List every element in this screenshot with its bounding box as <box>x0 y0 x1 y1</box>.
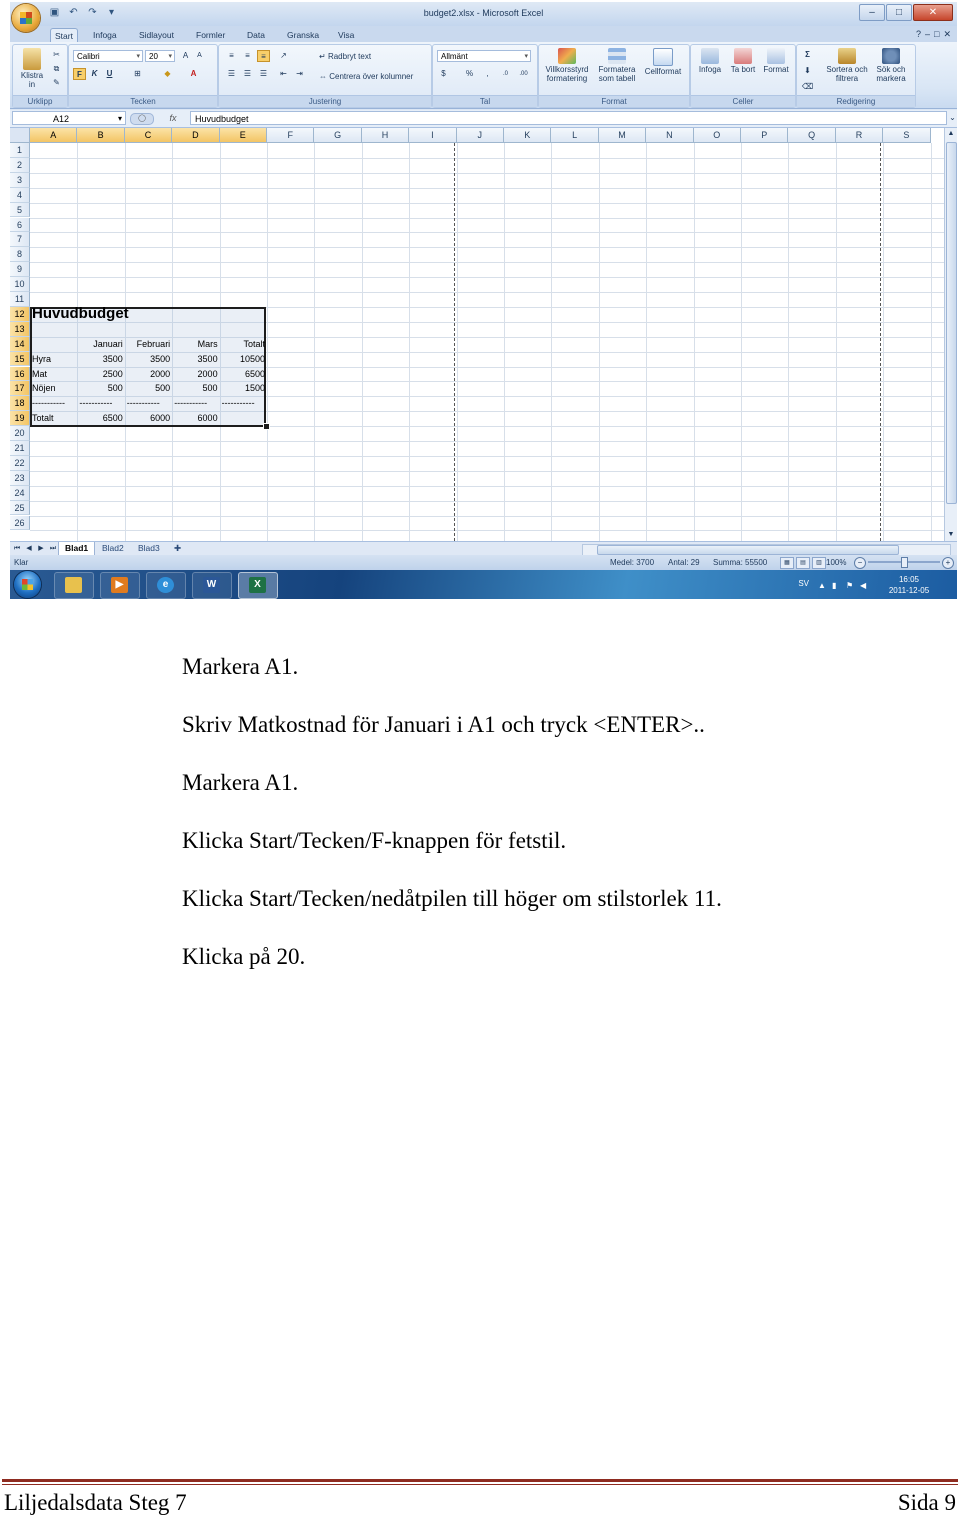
fill-icon[interactable]: ⬇ <box>804 66 811 75</box>
footer-page-number: Sida 9 <box>897 1490 956 1515</box>
cut-icon[interactable]: ✂ <box>53 50 60 59</box>
tab-granska[interactable]: Granska <box>287 30 320 40</box>
group-styles <box>538 44 690 108</box>
gridline-horizontal <box>30 173 945 174</box>
italic-button[interactable]: K <box>91 69 98 78</box>
sort-filter-button[interactable]: Sortera och filtrera <box>825 48 869 83</box>
first-sheet-icon[interactable]: ⏮ <box>13 545 21 552</box>
ribbon-tabs <box>10 26 957 42</box>
zoom-slider[interactable] <box>868 561 940 563</box>
taskbar-internet-explorer[interactable] <box>146 572 186 599</box>
column-header-q[interactable]: Q <box>788 128 835 143</box>
total-cell[interactable]: 6000 <box>150 413 171 424</box>
column-header-d[interactable]: D <box>172 128 219 143</box>
font-size-combo[interactable]: 20 ▾ <box>145 50 175 62</box>
row-header-24[interactable]: 24 <box>10 486 30 501</box>
row-header-14[interactable]: 14 <box>10 337 30 352</box>
row-header-17[interactable]: 17 <box>10 381 30 396</box>
tab-infoga[interactable]: Infoga <box>93 30 117 40</box>
gridline-horizontal <box>30 486 945 487</box>
title-bar <box>10 2 957 26</box>
sheet-navigation <box>12 543 58 555</box>
row-header-26[interactable]: 26 <box>10 516 30 531</box>
taskbar-excel[interactable] <box>238 572 278 599</box>
sheet-tab-blad2[interactable]: Blad2 <box>102 543 124 553</box>
delete-cells-icon <box>734 48 752 64</box>
format-cells-icon <box>767 48 785 64</box>
gridline-horizontal <box>30 471 945 472</box>
windows-taskbar <box>10 570 957 599</box>
instruction-step-2: Skriv Matkostnad för Januari i A1 och tryck <ENTER>.. <box>182 712 705 737</box>
separator-cell[interactable]: ----------- <box>126 398 160 409</box>
paste-button[interactable]: Klistra in <box>17 48 47 89</box>
format-painter-icon[interactable]: ✎ <box>53 78 60 87</box>
instruction-step-3: Markera A1. <box>182 770 299 795</box>
value-cell[interactable]: 6500 <box>244 368 265 379</box>
merge-icon: ⇔ <box>319 72 330 81</box>
row-header-18[interactable]: 18 <box>10 396 30 411</box>
bold-button[interactable]: F <box>73 68 86 80</box>
gridline-horizontal <box>30 501 945 502</box>
value-cell[interactable]: 3500 <box>197 353 218 364</box>
excel-screenshot <box>10 2 957 599</box>
separator-cell[interactable]: ----------- <box>32 398 65 409</box>
last-sheet-icon[interactable]: ⏭ <box>49 545 57 552</box>
thousands-icon[interactable]: , <box>486 69 489 78</box>
value-cell[interactable]: 500 <box>155 383 171 394</box>
row-header-16[interactable]: 16 <box>10 367 30 382</box>
formula-cancel-icon[interactable]: ◯ <box>130 113 154 125</box>
help-icon[interactable]: ? <box>915 29 921 39</box>
fill-color-icon[interactable]: ◆ <box>164 69 171 78</box>
sort-filter-icon <box>838 48 856 64</box>
row-header-15[interactable]: 15 <box>10 352 30 367</box>
office-button[interactable] <box>12 4 40 32</box>
row-label[interactable]: Mat <box>32 368 48 379</box>
value-cell[interactable]: 2000 <box>197 368 218 379</box>
insert-cells-button[interactable]: Infoga <box>695 48 725 74</box>
borders-icon[interactable]: ⊞ <box>134 69 141 78</box>
group-font <box>68 44 218 108</box>
column-header-j[interactable]: J <box>457 128 504 143</box>
customize-qat-icon[interactable]: ▾ <box>108 7 115 18</box>
ribbon-close-icon[interactable]: ✕ <box>943 29 951 39</box>
column-header-r[interactable]: R <box>836 128 883 143</box>
header-cell[interactable]: Totalt <box>243 338 265 349</box>
row-header-22[interactable]: 22 <box>10 456 30 471</box>
gridline-horizontal <box>30 516 945 517</box>
start-button[interactable] <box>14 571 41 598</box>
insert-function-icon[interactable]: fx <box>169 113 177 123</box>
row-header-21[interactable]: 21 <box>10 441 30 456</box>
row-header-6[interactable]: 6 <box>10 218 30 233</box>
row-header-25[interactable]: 25 <box>10 501 30 516</box>
gridline-horizontal <box>30 218 945 219</box>
word-icon: W <box>203 577 220 593</box>
column-header-l[interactable]: L <box>551 128 598 143</box>
gridline-horizontal <box>30 232 945 233</box>
delete-cells-button[interactable]: Ta bort <box>729 48 757 74</box>
ribbon <box>10 42 957 109</box>
row-label[interactable]: Hyra <box>32 353 52 364</box>
group-label-font: Tecken <box>69 95 217 107</box>
column-header-o[interactable]: O <box>694 128 741 143</box>
number-format-combo[interactable]: Allmänt ▾ <box>437 50 531 62</box>
row-header-23[interactable]: 23 <box>10 471 30 486</box>
worksheet-grid[interactable] <box>10 128 945 541</box>
internet-explorer-icon: e <box>157 577 174 593</box>
cell-styles-icon <box>653 48 673 66</box>
tab-data[interactable]: Data <box>247 30 265 40</box>
group-number <box>432 44 538 108</box>
close-icon[interactable]: ✕ <box>913 4 953 21</box>
budget-title[interactable]: Huvudbudget <box>32 304 129 322</box>
instruction-step-4: Klicka Start/Tecken/F-knappen för fetstil. <box>182 828 567 853</box>
cell-styles-button[interactable]: Cellformat <box>641 48 685 76</box>
separator-cell[interactable]: ----------- <box>174 398 208 409</box>
group-label-clipboard: Urklipp <box>13 95 67 107</box>
zoom-slider-knob[interactable] <box>901 557 908 568</box>
taskbar-explorer[interactable] <box>54 572 94 599</box>
scroll-down-icon[interactable]: ▼ <box>947 531 955 538</box>
horizontal-scroll-thumb[interactable] <box>597 545 899 555</box>
undo-icon[interactable]: ↶ <box>69 7 78 18</box>
media-player-icon: ▶ <box>111 577 128 593</box>
header-cell[interactable]: Februari <box>136 338 171 349</box>
percent-button[interactable]: % <box>465 69 474 78</box>
merge-center-button[interactable]: ⇔ Centrera över kolumner <box>319 72 414 81</box>
column-header-k[interactable]: K <box>504 128 551 143</box>
redo-icon[interactable]: ↷ <box>88 7 97 18</box>
folder-icon <box>65 577 82 593</box>
formula-bar <box>10 110 957 128</box>
column-header-i[interactable]: I <box>409 128 456 143</box>
column-header-h[interactable]: H <box>362 128 409 143</box>
tab-visa[interactable]: Visa <box>338 30 355 40</box>
tray-arrow-icon[interactable]: ▲ <box>818 581 826 590</box>
select-all-corner[interactable] <box>10 128 30 143</box>
page-break-view-icon[interactable]: ▥ <box>812 557 826 569</box>
insert-sheet-icon[interactable]: ✚ <box>174 543 182 553</box>
value-cell[interactable]: 2500 <box>102 368 123 379</box>
clock[interactable] <box>887 574 931 596</box>
row-header-5[interactable]: 5 <box>10 203 30 218</box>
row-header-9[interactable]: 9 <box>10 262 30 277</box>
row-header-13[interactable]: 13 <box>10 322 30 337</box>
column-header-f[interactable]: F <box>267 128 314 143</box>
underline-button[interactable]: U <box>106 69 113 78</box>
excel-icon: X <box>249 577 266 593</box>
group-label-alignment: Justering <box>219 95 431 107</box>
next-sheet-icon[interactable]: ▶ <box>38 545 44 552</box>
row-header-10[interactable]: 10 <box>10 277 30 292</box>
view-buttons <box>780 557 826 569</box>
sheet-tab-blad1[interactable]: Blad1 <box>58 542 95 556</box>
orientation-icon[interactable]: ↗ <box>280 51 287 60</box>
sheet-tab-blad3[interactable]: Blad3 <box>138 543 160 553</box>
flag-icon[interactable]: ⚑ <box>846 581 854 590</box>
page-break-line <box>454 143 455 541</box>
window-controls <box>859 4 953 21</box>
row-header-20[interactable]: 20 <box>10 426 30 441</box>
scroll-up-icon[interactable]: ▲ <box>947 130 955 137</box>
gridline-horizontal <box>30 456 945 457</box>
grow-font-icon[interactable]: A <box>182 51 189 60</box>
ribbon-minimize-icon[interactable]: – <box>925 29 931 39</box>
decrease-indent-icon[interactable]: ⇤ <box>280 69 287 78</box>
insert-cells-icon <box>701 48 719 64</box>
status-sum: Summa: 55500 <box>713 558 768 567</box>
column-header-a[interactable]: A <box>30 128 77 143</box>
name-box[interactable]: A12 ▾ <box>12 111 126 125</box>
row-header-1[interactable]: 1 <box>10 143 30 158</box>
column-header-g[interactable]: G <box>314 128 361 143</box>
gridline-horizontal <box>30 203 945 204</box>
conditional-formatting-button[interactable]: Villkorsstyrd formatering <box>541 48 593 83</box>
formula-input[interactable]: Huvudbudget <box>190 111 947 125</box>
footer-course-title: Liljedalsdata Steg 7 <box>4 1490 187 1515</box>
column-header-p[interactable]: P <box>741 128 788 143</box>
value-cell[interactable]: 10500 <box>239 353 265 364</box>
value-cell[interactable]: 2000 <box>150 368 171 379</box>
total-label[interactable]: Totalt <box>32 413 54 424</box>
column-header-c[interactable]: C <box>125 128 172 143</box>
save-icon[interactable]: ▣ <box>49 7 60 18</box>
maximize-icon[interactable]: □ <box>886 4 912 21</box>
format-as-table-icon <box>608 48 626 64</box>
zoom-in-icon[interactable]: + <box>942 557 954 569</box>
increase-decimal-icon[interactable]: .0 <box>502 71 508 77</box>
find-select-button[interactable]: Sök och markera <box>871 48 911 83</box>
column-header-m[interactable]: M <box>599 128 646 143</box>
align-right-icon[interactable]: ☰ <box>259 69 268 78</box>
tab-formler[interactable]: Formler <box>196 30 226 40</box>
wrap-text-icon: ↵ <box>319 52 328 61</box>
tab-start[interactable]: Start <box>50 28 78 43</box>
row-header-2[interactable]: 2 <box>10 158 30 173</box>
zoom-out-icon[interactable]: − <box>854 557 866 569</box>
instruction-step-6: Klicka på 20. <box>182 944 306 969</box>
row-header-4[interactable]: 4 <box>10 188 30 203</box>
column-header-b[interactable]: B <box>77 128 124 143</box>
row-label[interactable]: Nöjen <box>32 383 56 394</box>
column-header-n[interactable]: N <box>646 128 693 143</box>
align-middle-icon[interactable]: ≡ <box>245 51 250 60</box>
paste-icon <box>23 48 41 70</box>
value-cell[interactable]: 500 <box>107 383 123 394</box>
conditional-formatting-icon <box>558 48 576 64</box>
ribbon-restore-icon[interactable]: □ <box>934 29 940 39</box>
shrink-font-icon[interactable]: A <box>197 52 202 59</box>
total-cell[interactable] <box>222 411 265 426</box>
row-header-19[interactable]: 19 <box>10 411 30 426</box>
minimize-icon[interactable]: – <box>859 4 885 21</box>
align-center-icon[interactable]: ☰ <box>243 69 252 78</box>
clear-icon[interactable]: ⌫ <box>801 82 814 91</box>
row-header-3[interactable]: 3 <box>10 173 30 188</box>
prev-sheet-icon[interactable]: ◀ <box>26 545 32 552</box>
group-cells <box>690 44 796 108</box>
taskbar-media-player[interactable] <box>100 572 140 599</box>
group-editing <box>796 44 916 108</box>
ribbon-right-controls <box>916 29 951 40</box>
instruction-step-1: Markera A1. <box>182 654 299 679</box>
row-header-8[interactable]: 8 <box>10 247 30 262</box>
group-label-editing: Redigering <box>797 95 915 107</box>
gridline-horizontal <box>30 188 945 189</box>
separator-cell[interactable]: ----------- <box>221 398 255 409</box>
column-header-s[interactable]: S <box>883 128 930 143</box>
group-alignment <box>218 44 432 108</box>
gridline-horizontal <box>30 158 945 159</box>
currency-icon[interactable]: $ <box>441 69 446 78</box>
office-logo-icon <box>20 12 32 24</box>
binoculars-icon <box>882 48 900 64</box>
normal-view-icon[interactable]: ▦ <box>780 557 794 569</box>
format-cells-button[interactable]: Format <box>761 48 791 74</box>
footer-rule <box>2 1479 958 1482</box>
clock-date: 2011-12-05 <box>888 586 930 595</box>
row-header-7[interactable]: 7 <box>10 232 30 247</box>
gridline-horizontal <box>30 262 945 263</box>
volume-icon[interactable]: ◀ <box>860 581 867 590</box>
language-indicator[interactable]: SV <box>798 579 809 588</box>
increase-indent-icon[interactable]: ⇥ <box>296 69 303 78</box>
row-header-11[interactable]: 11 <box>10 292 30 307</box>
gridline-horizontal <box>30 530 945 531</box>
font-color-icon[interactable]: A <box>190 69 197 78</box>
format-as-table-button[interactable]: Formatera som tabell <box>595 48 639 83</box>
total-cell[interactable]: 6500 <box>102 413 123 424</box>
status-bar <box>10 555 957 570</box>
taskbar-word[interactable] <box>192 572 232 599</box>
clock-time: 16:05 <box>898 575 920 584</box>
value-cell[interactable]: 3500 <box>150 353 171 364</box>
value-cell[interactable]: 1500 <box>244 383 265 394</box>
row-header-12[interactable]: 12 <box>10 307 30 322</box>
gridline-horizontal <box>30 277 945 278</box>
sheet-tab-bar <box>10 541 957 556</box>
instruction-step-5: Klicka Start/Tecken/nedåtpilen till höger om stilstorlek 11. <box>182 886 722 911</box>
group-label-cells: Celler <box>691 95 795 107</box>
align-top-icon[interactable]: ≡ <box>229 51 234 60</box>
group-clipboard <box>12 44 68 108</box>
gridline-horizontal <box>30 441 945 442</box>
vertical-scrollbar[interactable] <box>944 128 957 541</box>
group-label-number: Tal <box>433 95 537 107</box>
autosum-button[interactable]: Σ <box>805 50 810 59</box>
vertical-scroll-thumb[interactable] <box>946 142 957 504</box>
value-cell[interactable]: 3500 <box>102 353 123 364</box>
total-cell[interactable]: 6000 <box>197 413 218 424</box>
separator-cell[interactable]: ----------- <box>79 398 113 409</box>
wrap-text-button[interactable]: ↵ Radbryt text <box>319 52 372 61</box>
header-cell[interactable]: Januari <box>93 338 123 349</box>
group-label-styles: Format <box>539 95 689 107</box>
copy-icon[interactable]: ⧉ <box>53 64 60 73</box>
tab-sidlayout[interactable]: Sidlayout <box>139 30 174 40</box>
window-title: budget2.xlsx - Microsoft Excel <box>423 8 544 18</box>
font-name-combo[interactable]: Calibri ▾ <box>73 50 143 62</box>
header-cell[interactable]: Mars <box>197 338 218 349</box>
page-layout-view-icon[interactable]: ▤ <box>796 557 810 569</box>
column-header-e[interactable]: E <box>220 128 267 143</box>
status-ready: Klar <box>14 558 29 567</box>
zoom-level[interactable]: 100% <box>826 558 847 567</box>
status-average: Medel: 3700 <box>610 558 655 567</box>
footer-rule-thin <box>2 1484 958 1485</box>
value-cell[interactable]: 500 <box>202 383 218 394</box>
page-break-line <box>880 143 881 541</box>
network-icon[interactable]: ▮ <box>832 581 837 590</box>
status-count: Antal: 29 <box>668 558 700 567</box>
gridline-horizontal <box>30 292 945 293</box>
align-bottom-icon[interactable]: ≡ <box>257 50 270 62</box>
expand-formula-icon[interactable]: ⌄ <box>949 113 956 122</box>
align-left-icon[interactable]: ☰ <box>227 69 236 78</box>
decrease-decimal-icon[interactable]: .00 <box>519 71 528 77</box>
gridline-horizontal <box>30 247 945 248</box>
